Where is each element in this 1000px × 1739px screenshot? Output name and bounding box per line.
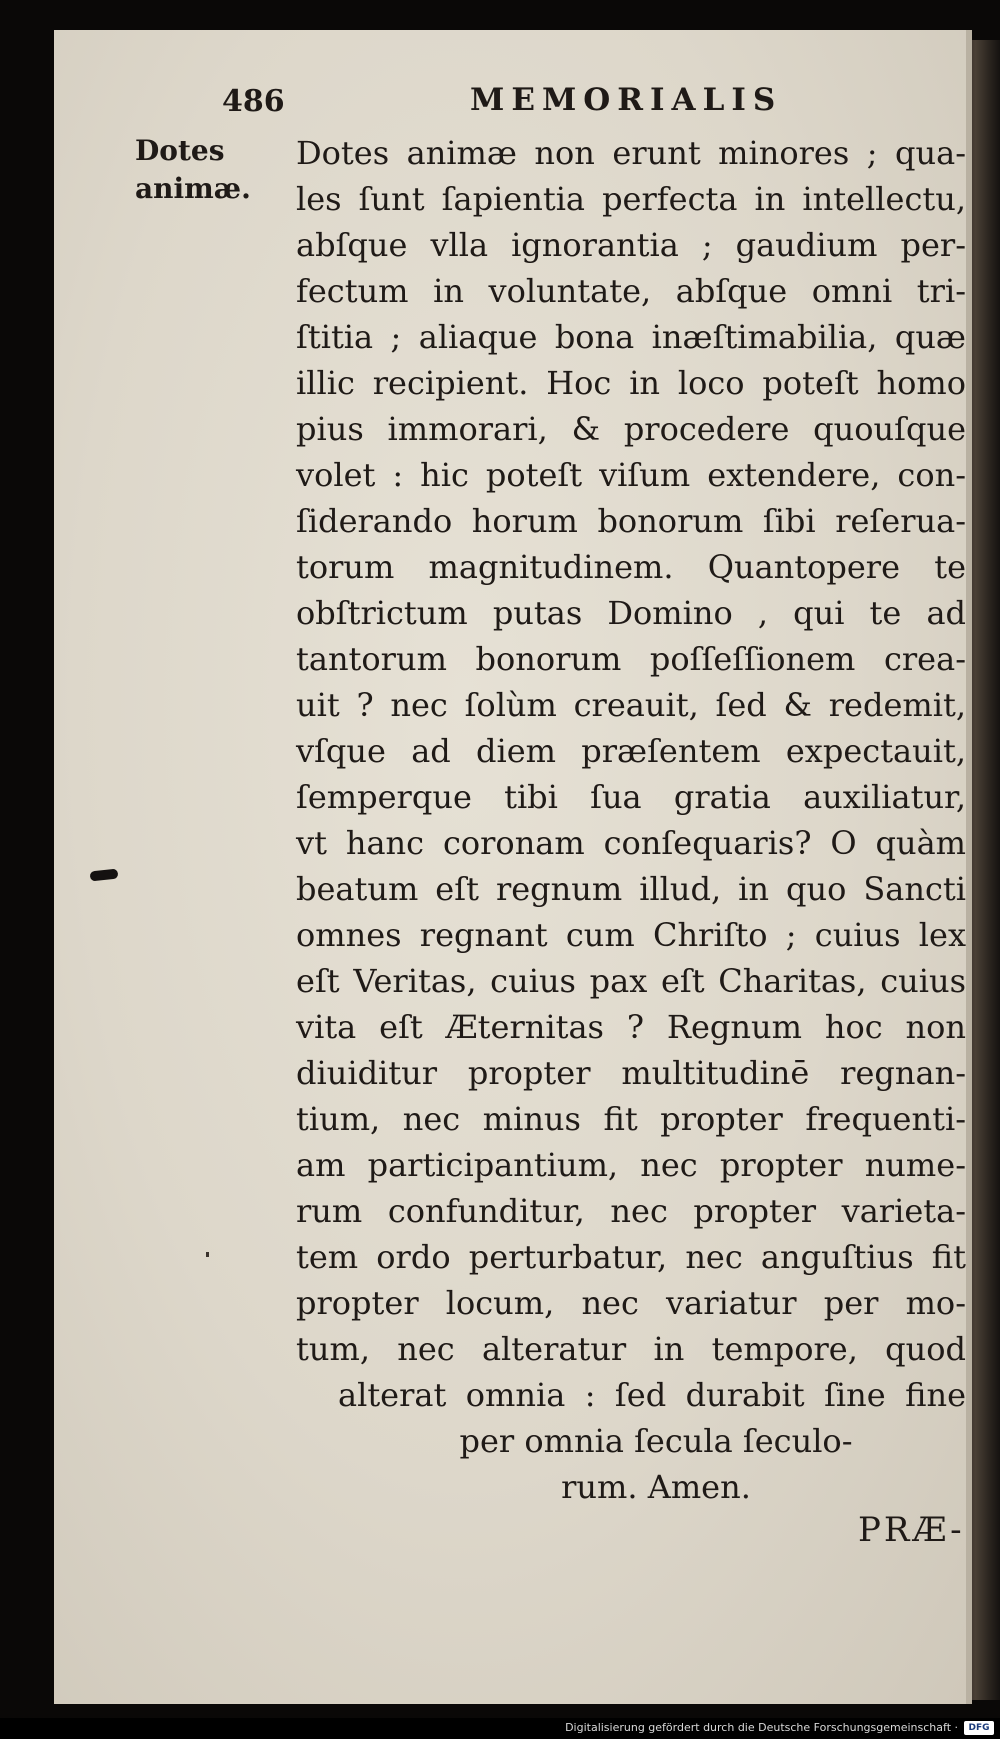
text-line: rum. Amen. (561, 1468, 751, 1506)
text-line: Dotes animæ non erunt minores ; qua- (296, 134, 966, 172)
text-line: eſt Veritas, cuius pax eſt Charitas, cuius (296, 962, 966, 1000)
text-line: per omnia ſecula ſeculo- (459, 1422, 853, 1460)
marginal-note-line: animæ. (135, 172, 251, 205)
text-line: tem ordo perturbatur, nec anguſtius fit (296, 1238, 966, 1276)
marginal-note-line: Dotes (135, 134, 225, 167)
text-line: abſque vlla ignorantia ; gaudium per- (296, 226, 966, 264)
footer-credit: Digitalisierung gefördert durch die Deutsche Forschungsgemeinschaft · (565, 1721, 958, 1734)
text-line: propter locum, nec variatur per mo- (296, 1284, 966, 1322)
text-line: pius immorari, & procedere quouſque (296, 410, 966, 448)
text-line: volet : hic poteſt viſum extendere, con- (296, 456, 966, 494)
text-line: tum, nec alteratur in tempore, quod (296, 1330, 966, 1368)
text-line: vt hanc coronam conſequaris? O quàm (296, 824, 966, 862)
page-number: 486 (222, 84, 285, 119)
text-line: diuiditur propter multitudinē regnan- (296, 1054, 966, 1092)
text-line: tantorum bonorum poſſeſſionem crea- (296, 640, 966, 678)
text-line: omnes regnant cum Chriſto ; cuius lex (296, 916, 966, 954)
stray-ink-dot (206, 1252, 209, 1257)
text-line: am participantium, nec propter nume- (296, 1146, 966, 1184)
text-line: alterat omnia : ſed durabit ſine fine (338, 1376, 966, 1414)
text-line: tium, nec minus fit propter frequenti- (296, 1100, 966, 1138)
text-line: ſiderando horum bonorum ſibi reſerua- (296, 502, 966, 540)
text-line: fectum in voluntate, abſque omni tri- (296, 272, 966, 310)
text-line: uit ? nec ſolùm creauit, ſed & redemit, (296, 686, 966, 724)
text-line: illic recipient. Hoc in loco poteſt homo (296, 364, 966, 402)
text-line: obſtrictum putas Domino , qui te ad (296, 594, 966, 632)
text-line: rum confunditur, nec propter varieta- (296, 1192, 966, 1230)
text-line: ſtitia ; aliaque bona inæſtimabilia, quæ (296, 318, 966, 356)
text-line: torum magnitudinem. Quantopere te (296, 548, 966, 586)
text-line: les ſunt ſapientia perfecta in intellectu, (296, 180, 966, 218)
dfg-logo: DFG (964, 1721, 994, 1735)
text-line: beatum eſt regnum illud, in quo Sancti (296, 870, 966, 908)
text-line: ſemperque tibi ſua gratia auxiliatur, (296, 778, 966, 816)
body-text (296, 130, 972, 1510)
text-line: vſque ad diem præſentem expectauit, (296, 732, 966, 770)
running-head: MEMORIALIS (470, 82, 783, 118)
catchword: PRÆ- (858, 1510, 965, 1550)
text-line: vita eſt Æternitas ? Regnum hoc non (296, 1008, 966, 1046)
